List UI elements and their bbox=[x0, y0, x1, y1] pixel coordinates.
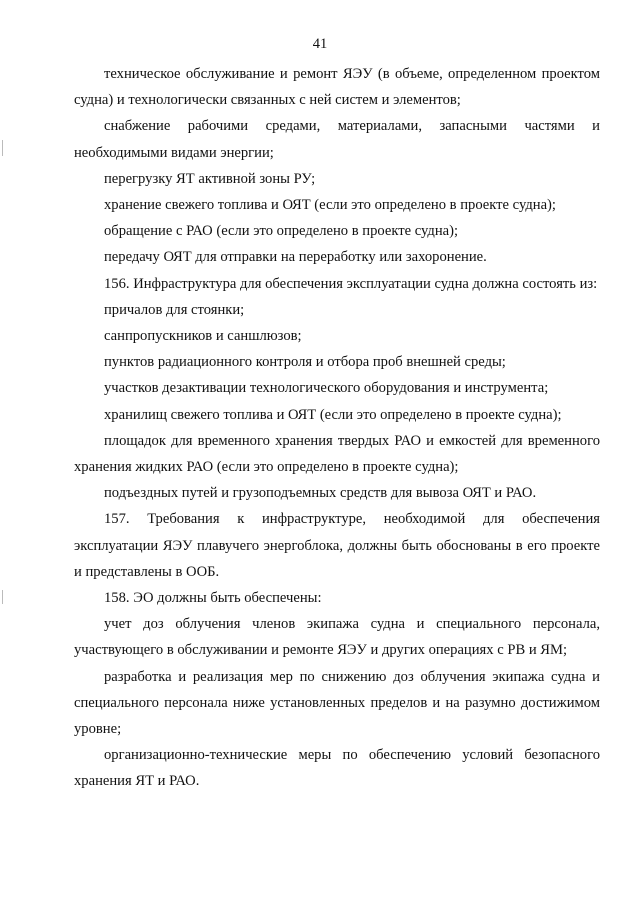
document-body bbox=[74, 61, 600, 795]
paragraph-rao-handling: обращение с РАО (если это определено в проекте судна); bbox=[104, 223, 459, 240]
list-item-dose-accounting: учет доз облучения членов экипажа судна и специального персонала, участвующего в обслуживании и ремонте ЯЭУ и других операциях с РВ и ЯМ; bbox=[74, 616, 600, 659]
list-item-decontamination: участков дезактивации технологического оборудования и инструмента; bbox=[104, 380, 549, 397]
paragraph-158: 158. ЭО должны быть обеспечены: bbox=[104, 590, 322, 607]
list-item-sanitary: санпропускников и саншлюзов; bbox=[104, 328, 302, 345]
list-item-dose-reduction: разработка и реализация мер по снижению доз облучения экипажа судна и специального персонала ниже установленных пределов и на разумно достижимом уровне; bbox=[74, 668, 600, 738]
scan-margin-mark bbox=[2, 140, 3, 156]
list-item-fuel-storage: хранилищ свежего топлива и ОЯТ (если это определено в проекте судна); bbox=[104, 406, 562, 423]
paragraph-156: 156. Инфраструктура для обеспечения эксплуатации судна должна состоять из: bbox=[104, 275, 598, 292]
paragraph-fuel-storage: хранение свежего топлива и ОЯТ (если это определено в проекте судна); bbox=[104, 197, 556, 214]
scan-margin-mark bbox=[2, 590, 3, 604]
paragraph-oyat-transfer: передачу ОЯТ для отправки на переработку или захоронение. bbox=[104, 249, 487, 266]
list-item-berths: причалов для стоянки; bbox=[104, 301, 245, 318]
list-item-access-roads: подъездных путей и грузоподъемных средств для вывоза ОЯТ и РАО. bbox=[104, 485, 537, 502]
paragraph-157: 157. Требования к инфраструктуре, необходимой для обеспечения эксплуатации ЯЭУ плавучего энергоблока, должны быть обоснованы в его проекте и представлены в ООБ. bbox=[74, 511, 600, 580]
list-item-rao-sites: площадок для временного хранения твердых РАО и емкостей для временного хранения жидких РАО (если это определено в проекте судна); bbox=[74, 432, 600, 476]
paragraph-maintenance: техническое обслуживание и ремонт ЯЭУ (в объеме, определенном проектом судна) и технологически связанных с ней систем и элементов; bbox=[74, 66, 600, 109]
list-item-storage-measures: организационно-технические меры по обеспечению условий безопасного хранения ЯТ и РАО. bbox=[74, 747, 600, 790]
list-item-radiation-control: пунктов радиационного контроля и отбора проб внешней среды; bbox=[104, 354, 506, 371]
paragraph-refueling: перегрузку ЯТ активной зоны РУ; bbox=[104, 170, 316, 187]
paragraph-supply: снабжение рабочими средами, материалами, запасными частями и необходимыми видами энергии; bbox=[74, 118, 600, 161]
page-number: 41 bbox=[312, 36, 328, 52]
